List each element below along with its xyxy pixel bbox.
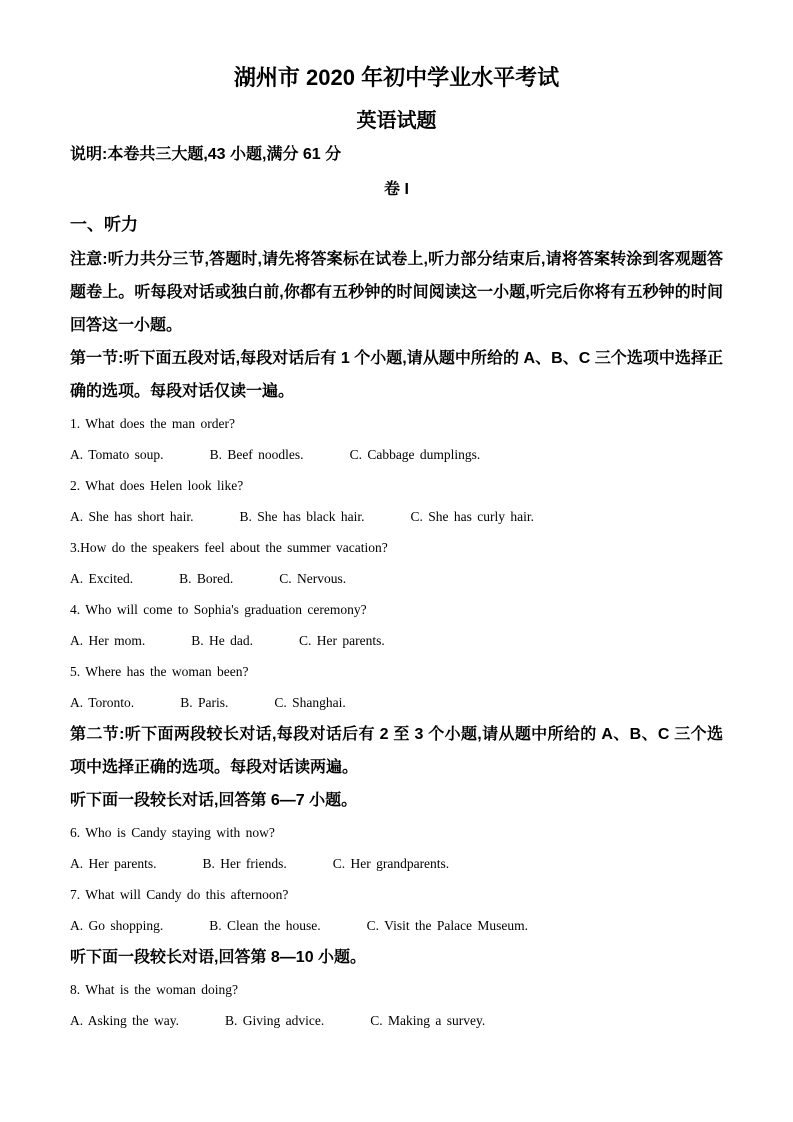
question-7-option-b: B. Clean the house. (209, 918, 321, 933)
question-6-option-c: C. Her grandparents. (332, 856, 450, 871)
question-6 (70, 817, 723, 879)
dialog1-heading: 听下面一段较长对话,回答第 6—7 小题。 (70, 792, 358, 809)
question-8-option-a: A. Asking the way. (70, 1013, 179, 1028)
question-4-options (70, 625, 723, 656)
question-1-options (70, 439, 723, 470)
question-5 (70, 656, 723, 718)
question-2-option-b: B. She has black hair. (239, 509, 365, 524)
volume-label: 卷 I (384, 181, 409, 198)
question-4-option-b: B. He dad. (191, 633, 253, 648)
question-2-text: 2. What does Helen look like? (70, 478, 244, 493)
question-7-option-a: A. Go shopping. (70, 918, 164, 933)
question-8-option-b: B. Giving advice. (225, 1013, 325, 1028)
question-7-text: 7. What will Candy do this afternoon? (70, 887, 289, 902)
question-5-option-b: B. Paris. (180, 695, 229, 710)
question-5-option-c: C. Shanghai. (274, 695, 346, 710)
question-1-option-a: A. Tomato soup. (70, 447, 164, 462)
exam-title: 湖州市 2020 年初中学业水平考试 (233, 65, 560, 90)
question-3-option-c: C. Nervous. (279, 571, 347, 586)
part1-intro: 第一节:听下面五段对话,每段对话后有 1 个小题,请从题中所给的 A、B、C 三个选项中选择正确的选项。每段对话仅读一遍。 (70, 350, 723, 400)
question-6-option-a: A. Her parents. (70, 856, 157, 871)
question-2-options (70, 501, 723, 532)
question-3-option-b: B. Bored. (179, 571, 234, 586)
question-1 (70, 408, 723, 470)
question-7-option-c: C. Visit the Palace Museum. (366, 918, 529, 933)
question-1-text: 1. What does the man order? (70, 416, 235, 431)
question-2-option-c: C. She has curly hair. (410, 509, 534, 524)
question-5-text: 5. Where has the woman been? (70, 664, 249, 679)
question-7 (70, 879, 723, 941)
listening-section-heading: 一、听力 (70, 215, 138, 234)
question-8-option-c: C. Making a survey. (370, 1013, 486, 1028)
question-8 (70, 974, 723, 1036)
exam-subtitle: 英语试题 (356, 110, 437, 132)
dialog2-heading: 听下面一段较长对语,回答第 8—10 小题。 (70, 949, 367, 966)
question-7-options (70, 910, 723, 941)
question-4-option-c: C. Her parents. (299, 633, 385, 648)
question-6-options (70, 848, 723, 879)
question-3 (70, 532, 723, 594)
question-2 (70, 470, 723, 532)
question-5-options (70, 687, 723, 718)
question-8-text: 8. What is the woman doing? (70, 982, 238, 997)
question-1-option-b: B. Beef noodles. (209, 447, 304, 462)
listening-attention: 注意:听力共分三节,答题时,请先将答案标在试卷上,听力部分结束后,请将答案转涂到客观题答题卷上。听每段对话或独白前,你都有五秒钟的时间阅读这一小题,听完后你将有五秒钟的时间回答这一小题。 (70, 251, 723, 334)
question-4 (70, 594, 723, 656)
exam-note: 说明:本卷共三大题,43 小题,满分 61 分 (70, 146, 342, 163)
question-6-option-b: B. Her friends. (202, 856, 287, 871)
question-6-text: 6. Who is Candy staying with now? (70, 825, 275, 840)
question-4-text: 4. Who will come to Sophia's graduation ceremony? (70, 602, 367, 617)
question-5-option-a: A. Toronto. (70, 695, 135, 710)
question-3-options (70, 563, 723, 594)
question-3-text: 3.How do the speakers feel about the summer vacation? (70, 540, 388, 555)
question-8-options (70, 1005, 723, 1036)
question-4-option-a: A. Her mom. (70, 633, 146, 648)
question-3-option-a: A. Excited. (70, 571, 134, 586)
question-1-option-c: C. Cabbage dumplings. (349, 447, 481, 462)
part2-intro: 第二节:听下面两段较长对话,每段对话后有 2 至 3 个小题,请从题中所给的 A、B、C 三个选项中选择正确的选项。每段对话读两遍。 (70, 726, 723, 776)
question-2-option-a: A. She has short hair. (70, 509, 194, 524)
